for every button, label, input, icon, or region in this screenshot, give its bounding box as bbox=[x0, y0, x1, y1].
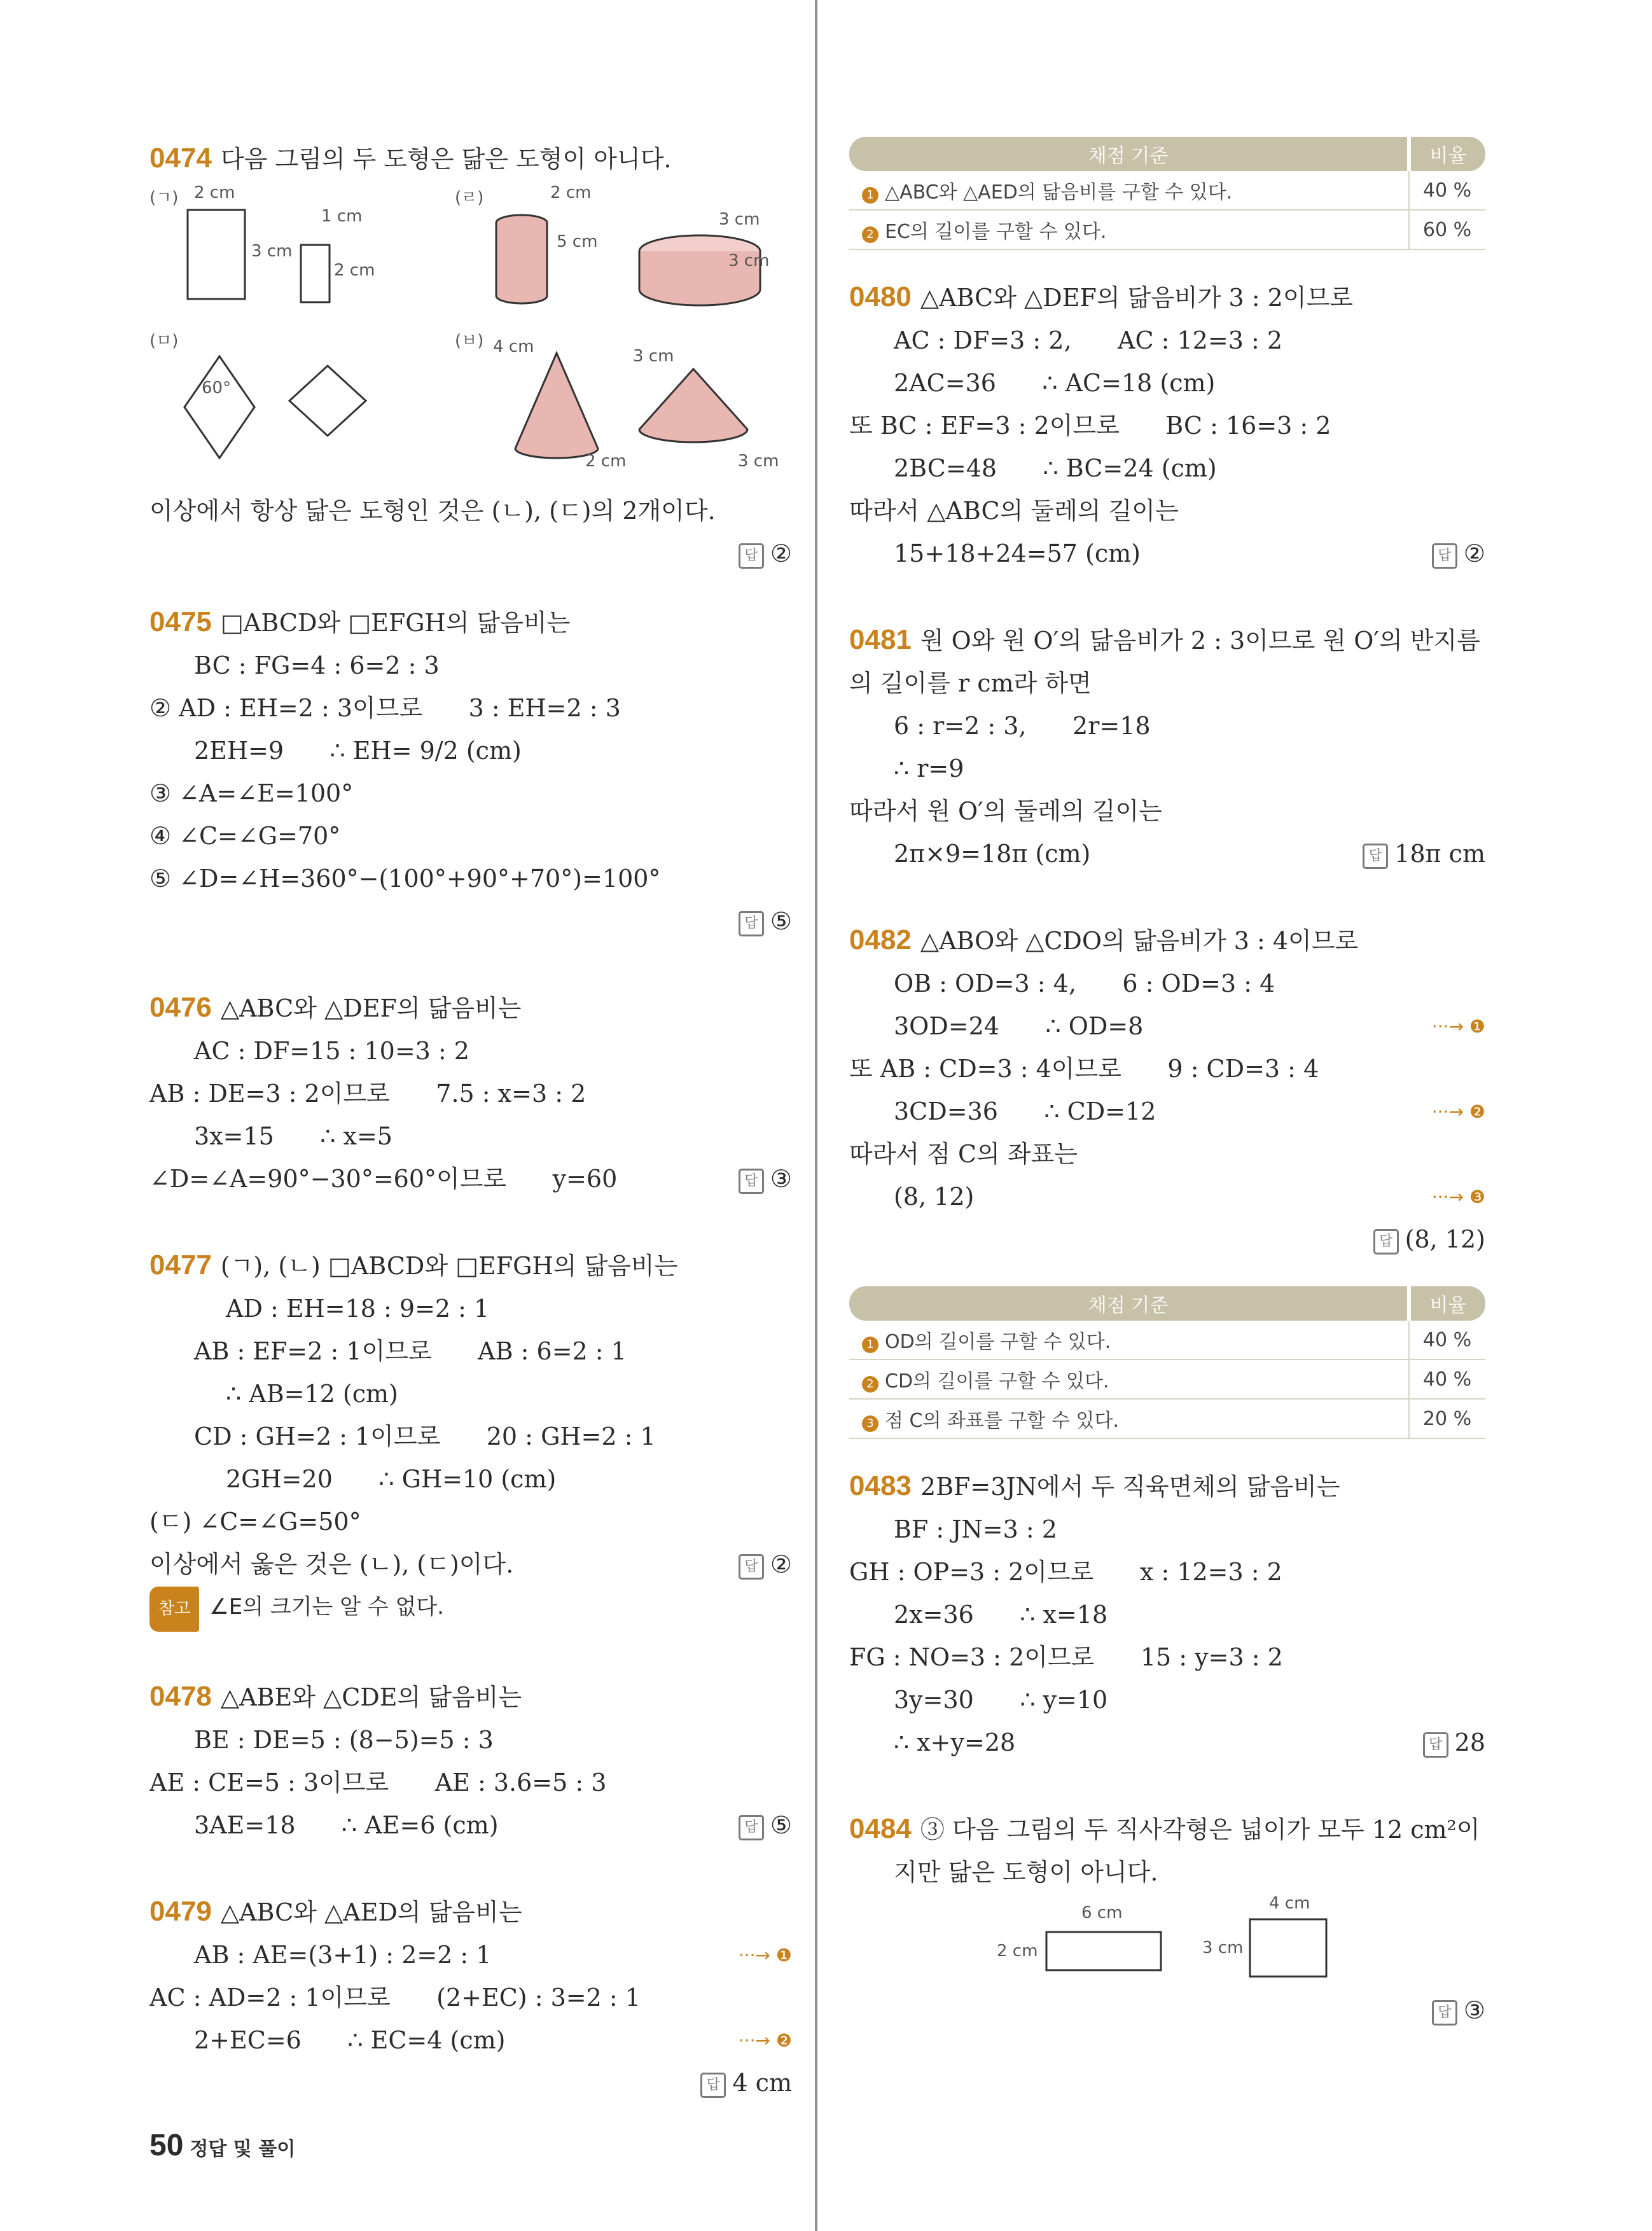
solution-line: BE : DE=5 : (8−5)=5 : 3 bbox=[194, 1726, 494, 1754]
hint-text: ∠E의 크기는 알 수 없다. bbox=[209, 1594, 444, 1620]
solution-line: 2x=36 ∴ x=18 bbox=[894, 1601, 1108, 1629]
answer bbox=[149, 2062, 792, 2104]
solution-line: AC : AD=2 : 1이므로 (2+EC) : 3=2 : 1 bbox=[149, 1984, 641, 2012]
dim-label: 3 cm bbox=[738, 452, 779, 471]
solution-line: △ABC와 △AED의 닮음비는 bbox=[220, 1898, 522, 1926]
dim-label: 4 cm bbox=[1269, 1894, 1310, 1913]
answer bbox=[1363, 833, 1485, 875]
grading-pct: 40 % bbox=[1409, 171, 1485, 210]
answer bbox=[1423, 1721, 1485, 1764]
solution-line: FG : NO=3 : 2이므로 15 : y=3 : 2 bbox=[849, 1643, 1283, 1671]
solution-line: 2BC=48 ∴ BC=24 (cm) bbox=[894, 454, 1217, 482]
solution-line: 2GH=20 ∴ GH=10 (cm) bbox=[226, 1465, 557, 1493]
dim-label: 3 cm bbox=[728, 251, 770, 270]
step-marker: ···→ ❷ bbox=[1431, 1101, 1485, 1122]
grading-row bbox=[849, 171, 1485, 210]
step-marker: ···→ ❸ bbox=[1431, 1186, 1485, 1207]
answer-mark-icon: 답 bbox=[739, 543, 764, 569]
problem-number: 0477 bbox=[149, 1249, 212, 1281]
answer-value: ② bbox=[1463, 539, 1485, 567]
solution-line: 3CD=36 ∴ CD=12 bbox=[894, 1097, 1156, 1125]
label-m: (ㅁ) bbox=[149, 331, 179, 351]
grading-row bbox=[849, 1399, 1485, 1438]
grading-header: 채점 기준 bbox=[849, 137, 1409, 171]
problem-0476 bbox=[149, 986, 792, 1200]
solution-line: (ㄱ), (ㄴ) □ABCD와 □EFGH의 닮음비는 bbox=[220, 1252, 678, 1280]
rectangles-svg bbox=[849, 1894, 1485, 1989]
answer-mark-icon: 답 bbox=[1432, 2000, 1457, 2026]
step-marker: ···→ ❶ bbox=[738, 1945, 792, 1966]
solution-line: 2EH=9 ∴ EH= 9/2 (cm) bbox=[194, 737, 522, 765]
solution-line: □ABCD와 □EFGH의 닮음비는 bbox=[220, 609, 571, 637]
answer-mark-icon: 답 bbox=[739, 911, 764, 936]
solution-line: △ABC와 △DEF의 닮음비가 3 : 2이므로 bbox=[920, 284, 1353, 312]
right-column bbox=[849, 137, 1485, 2075]
dim-label: 2 cm bbox=[997, 1942, 1038, 1961]
step-marker: ···→ ❶ bbox=[1431, 1016, 1485, 1037]
footer-label: 정답 및 풀이 bbox=[190, 2138, 296, 2160]
problem-0475 bbox=[149, 601, 792, 943]
solution-line: 3x=15 ∴ x=5 bbox=[194, 1122, 392, 1150]
label-b: (ㅂ) bbox=[455, 331, 484, 351]
grading-row bbox=[849, 1359, 1485, 1399]
step-badge: 1 bbox=[862, 1337, 878, 1353]
dim-label: 2 cm bbox=[194, 183, 235, 202]
solution-line: BF : JN=3 : 2 bbox=[894, 1515, 1057, 1543]
answer-mark-icon: 답 bbox=[739, 1554, 764, 1580]
solution-line: △ABC와 △DEF의 닮음비는 bbox=[220, 994, 522, 1022]
answer bbox=[739, 1804, 792, 1847]
step-badge: 2 bbox=[862, 226, 878, 243]
solution-line: (ㄷ) ∠C=∠G=50° bbox=[149, 1508, 361, 1536]
grading-text: △ABC와 △AED의 닮음비를 구할 수 있다. bbox=[885, 181, 1233, 204]
answer-mark-icon: 답 bbox=[1432, 543, 1457, 569]
solution-line: 따라서 원 O′의 둘레의 길이는 bbox=[849, 797, 1162, 825]
problem-number: 0480 bbox=[849, 281, 912, 312]
page-number: 50 bbox=[149, 2129, 184, 2162]
solution-line: AB : EF=2 : 1이므로 AB : 6=2 : 1 bbox=[194, 1337, 627, 1365]
problem-0479 bbox=[149, 1890, 792, 2104]
solution-line: 또 BC : EF=3 : 2이므로 BC : 16=3 : 2 bbox=[849, 412, 1331, 440]
left-column bbox=[149, 137, 792, 2148]
answer-value: ⑤ bbox=[770, 907, 792, 935]
label-g: (ㄱ) bbox=[149, 188, 179, 207]
angle-label: 60° bbox=[202, 379, 232, 398]
problem-0481 bbox=[849, 618, 1485, 875]
label-r: (ㄹ) bbox=[455, 188, 484, 207]
dim-label: 5 cm bbox=[557, 232, 598, 251]
problem-0474 bbox=[149, 137, 792, 575]
answer bbox=[849, 1989, 1485, 2032]
solution-line: ③ 다음 그림의 두 직사각형은 넓이가 모두 12 cm²이 bbox=[920, 1816, 1480, 1844]
problem-number: 0478 bbox=[149, 1681, 212, 1712]
problem-0480 bbox=[849, 275, 1485, 575]
solution-line: 따라서 △ABC의 둘레의 길이는 bbox=[849, 497, 1179, 525]
problem-number: 0481 bbox=[849, 624, 912, 655]
grading-pct: 20 % bbox=[1409, 1399, 1485, 1438]
answer-value: ② bbox=[770, 539, 792, 567]
solution-line: BC : FG=4 : 6=2 : 3 bbox=[194, 651, 440, 679]
problem-number: 0476 bbox=[149, 992, 212, 1023]
step-badge: 3 bbox=[862, 1415, 878, 1432]
answer-value: ② bbox=[770, 1550, 792, 1578]
step-badge: 2 bbox=[862, 1376, 878, 1393]
problem-0482 bbox=[849, 919, 1485, 1261]
answer bbox=[739, 1543, 792, 1586]
answer-value: (8, 12) bbox=[1405, 1225, 1485, 1253]
solution-line: AC : DF=3 : 2, AC : 12=3 : 2 bbox=[894, 326, 1283, 354]
step-marker: ···→ ❷ bbox=[738, 2030, 792, 2051]
dim-label: 1 cm bbox=[321, 207, 363, 226]
similar-figures-diagram bbox=[149, 184, 792, 483]
grading-header: 채점 기준 bbox=[849, 1286, 1409, 1321]
grading-row bbox=[849, 210, 1485, 249]
solution-line: 또 AB : CD=3 : 4이므로 9 : CD=3 : 4 bbox=[849, 1055, 1319, 1083]
solution-line: (8, 12) bbox=[894, 1183, 975, 1211]
problem-0484 bbox=[849, 1807, 1485, 2032]
answer-value: 4 cm bbox=[732, 2069, 792, 2097]
dim-label: 3 cm bbox=[1202, 1938, 1244, 1957]
problem-text: 다음 그림의 두 도형은 닮은 도형이 아니다. bbox=[220, 145, 672, 173]
solution-line: 3y=30 ∴ y=10 bbox=[894, 1686, 1108, 1714]
solution-line: ④ ∠C=∠G=70° bbox=[149, 822, 341, 850]
solution-line: ∴ x+y=28 bbox=[894, 1728, 1016, 1756]
problem-0483 bbox=[849, 1464, 1485, 1764]
answer bbox=[1432, 532, 1485, 575]
solution-line: AB : DE=3 : 2이므로 7.5 : x=3 : 2 bbox=[149, 1080, 587, 1108]
answer-mark-icon: 답 bbox=[739, 1815, 764, 1840]
answer-value: 18π cm bbox=[1394, 840, 1485, 868]
solution-line: 2π×9=18π (cm) bbox=[894, 840, 1091, 868]
answer bbox=[149, 900, 792, 943]
grading-pct: 60 % bbox=[1409, 210, 1485, 249]
grading-header-pct: 비율 bbox=[1409, 137, 1485, 171]
solution-line: 2+EC=6 ∴ EC=4 (cm) bbox=[194, 2026, 506, 2054]
answer-mark-icon: 답 bbox=[739, 1169, 764, 1194]
solution-line: ⑤ ∠D=∠H=360°−(100°+90°+70°)=100° bbox=[149, 865, 661, 893]
conclusion-text: 이상에서 항상 닮은 도형인 것은 (ㄴ), (ㄷ)의 2개이다. bbox=[149, 497, 716, 525]
solution-line: ② AD : EH=2 : 3이므로 3 : EH=2 : 3 bbox=[149, 694, 621, 722]
grading-text: 점 C의 좌표를 구할 수 있다. bbox=[885, 1410, 1119, 1432]
answer-mark-icon: 답 bbox=[1373, 1229, 1399, 1255]
solution-line: ∠D=∠A=90°−30°=60°이므로 y=60 bbox=[149, 1165, 618, 1193]
solution-line: △ABO와 △CDO의 닮음비가 3 : 4이므로 bbox=[920, 927, 1359, 955]
answer bbox=[739, 1158, 792, 1200]
solution-line: AB : AE=(3+1) : 2=2 : 1 bbox=[194, 1941, 492, 1969]
solution-line: △ABE와 △CDE의 닮음비는 bbox=[220, 1683, 522, 1711]
grading-pct: 40 % bbox=[1409, 1321, 1485, 1359]
solution-line: 원 O와 원 O′의 닮음비가 2 : 3이므로 원 O′의 반지름 bbox=[920, 627, 1480, 655]
dim-label: 3 cm bbox=[719, 210, 760, 229]
solution-line: CD : GH=2 : 1이므로 20 : GH=2 : 1 bbox=[194, 1422, 656, 1450]
grading-text: CD의 길이를 구할 수 있다. bbox=[885, 1370, 1109, 1393]
solution-line: 3AE=18 ∴ AE=6 (cm) bbox=[194, 1811, 499, 1839]
answer-value: ⑤ bbox=[770, 1811, 792, 1839]
solution-line: AE : CE=5 : 3이므로 AE : 3.6=5 : 3 bbox=[149, 1769, 607, 1797]
hint-tag: 참고 bbox=[149, 1587, 199, 1632]
solution-line: GH : OP=3 : 2이므로 x : 12=3 : 2 bbox=[849, 1558, 1282, 1586]
dim-label: 3 cm bbox=[633, 347, 674, 366]
solution-line: ③ ∠A=∠E=100° bbox=[149, 779, 354, 807]
grading-text: OD의 길이를 구할 수 있다. bbox=[885, 1331, 1111, 1353]
dim-label: 3 cm bbox=[251, 242, 293, 261]
problem-number: 0479 bbox=[149, 1896, 212, 1927]
rectangles-diagram bbox=[849, 1894, 1485, 1989]
answer bbox=[149, 532, 792, 575]
answer-mark-icon: 답 bbox=[1423, 1732, 1448, 1758]
dim-label: 2 cm bbox=[334, 261, 375, 280]
problem-number: 0484 bbox=[849, 1813, 912, 1844]
solution-line: AC : DF=15 : 10=3 : 2 bbox=[194, 1037, 469, 1065]
solution-line: OB : OD=3 : 4, 6 : OD=3 : 4 bbox=[894, 970, 1275, 997]
grading-table-1 bbox=[849, 137, 1485, 250]
dim-label: 2 cm bbox=[550, 183, 592, 202]
step-badge: 1 bbox=[862, 187, 878, 204]
solution-line: 6 : r=2 : 3, 2r=18 bbox=[894, 712, 1151, 740]
dim-label: 6 cm bbox=[1081, 1903, 1123, 1922]
solution-line: 2BF=3JN에서 두 직육면체의 닮음비는 bbox=[920, 1473, 1340, 1501]
answer-value: ③ bbox=[1463, 1996, 1485, 2024]
solution-line: 2AC=36 ∴ AC=18 (cm) bbox=[894, 369, 1216, 397]
solution-line: AD : EH=18 : 9=2 : 1 bbox=[226, 1295, 490, 1323]
solution-line: 지만 닮은 도형이 아니다. bbox=[894, 1858, 1158, 1886]
grading-table-2 bbox=[849, 1286, 1485, 1439]
dim-label: 2 cm bbox=[585, 452, 627, 471]
solution-line: 15+18+24=57 (cm) bbox=[894, 539, 1141, 567]
dim-label: 4 cm bbox=[493, 337, 534, 356]
answer-value: 28 bbox=[1454, 1728, 1485, 1756]
answer-mark-icon: 답 bbox=[1363, 844, 1388, 869]
problem-number: 0475 bbox=[149, 606, 212, 637]
problem-number: 0482 bbox=[849, 924, 912, 956]
problem-number: 0483 bbox=[849, 1470, 912, 1501]
problem-0477 bbox=[149, 1244, 792, 1632]
grading-row bbox=[849, 1321, 1485, 1359]
answer-mark-icon: 답 bbox=[700, 2073, 726, 2098]
grading-text: EC의 길이를 구할 수 있다. bbox=[885, 221, 1107, 243]
solution-line: 이상에서 옳은 것은 (ㄴ), (ㄷ)이다. bbox=[149, 1550, 514, 1578]
problem-number: 0474 bbox=[149, 142, 212, 174]
column-divider bbox=[815, 0, 817, 2231]
hint-note bbox=[149, 1586, 792, 1632]
answer bbox=[849, 1218, 1485, 1261]
solution-line: 따라서 점 C의 좌표는 bbox=[849, 1140, 1078, 1168]
grading-header-pct: 비율 bbox=[1409, 1286, 1485, 1321]
answer-value: ③ bbox=[770, 1165, 792, 1193]
solution-line: 의 길이를 r cm라 하면 bbox=[849, 669, 1092, 697]
solution-line: 3OD=24 ∴ OD=8 bbox=[894, 1012, 1144, 1040]
solution-line: ∴ AB=12 (cm) bbox=[226, 1380, 398, 1408]
grading-pct: 40 % bbox=[1409, 1359, 1485, 1399]
solution-line: ∴ r=9 bbox=[894, 754, 964, 782]
problem-0478 bbox=[149, 1675, 792, 1847]
page-footer bbox=[149, 2128, 295, 2163]
